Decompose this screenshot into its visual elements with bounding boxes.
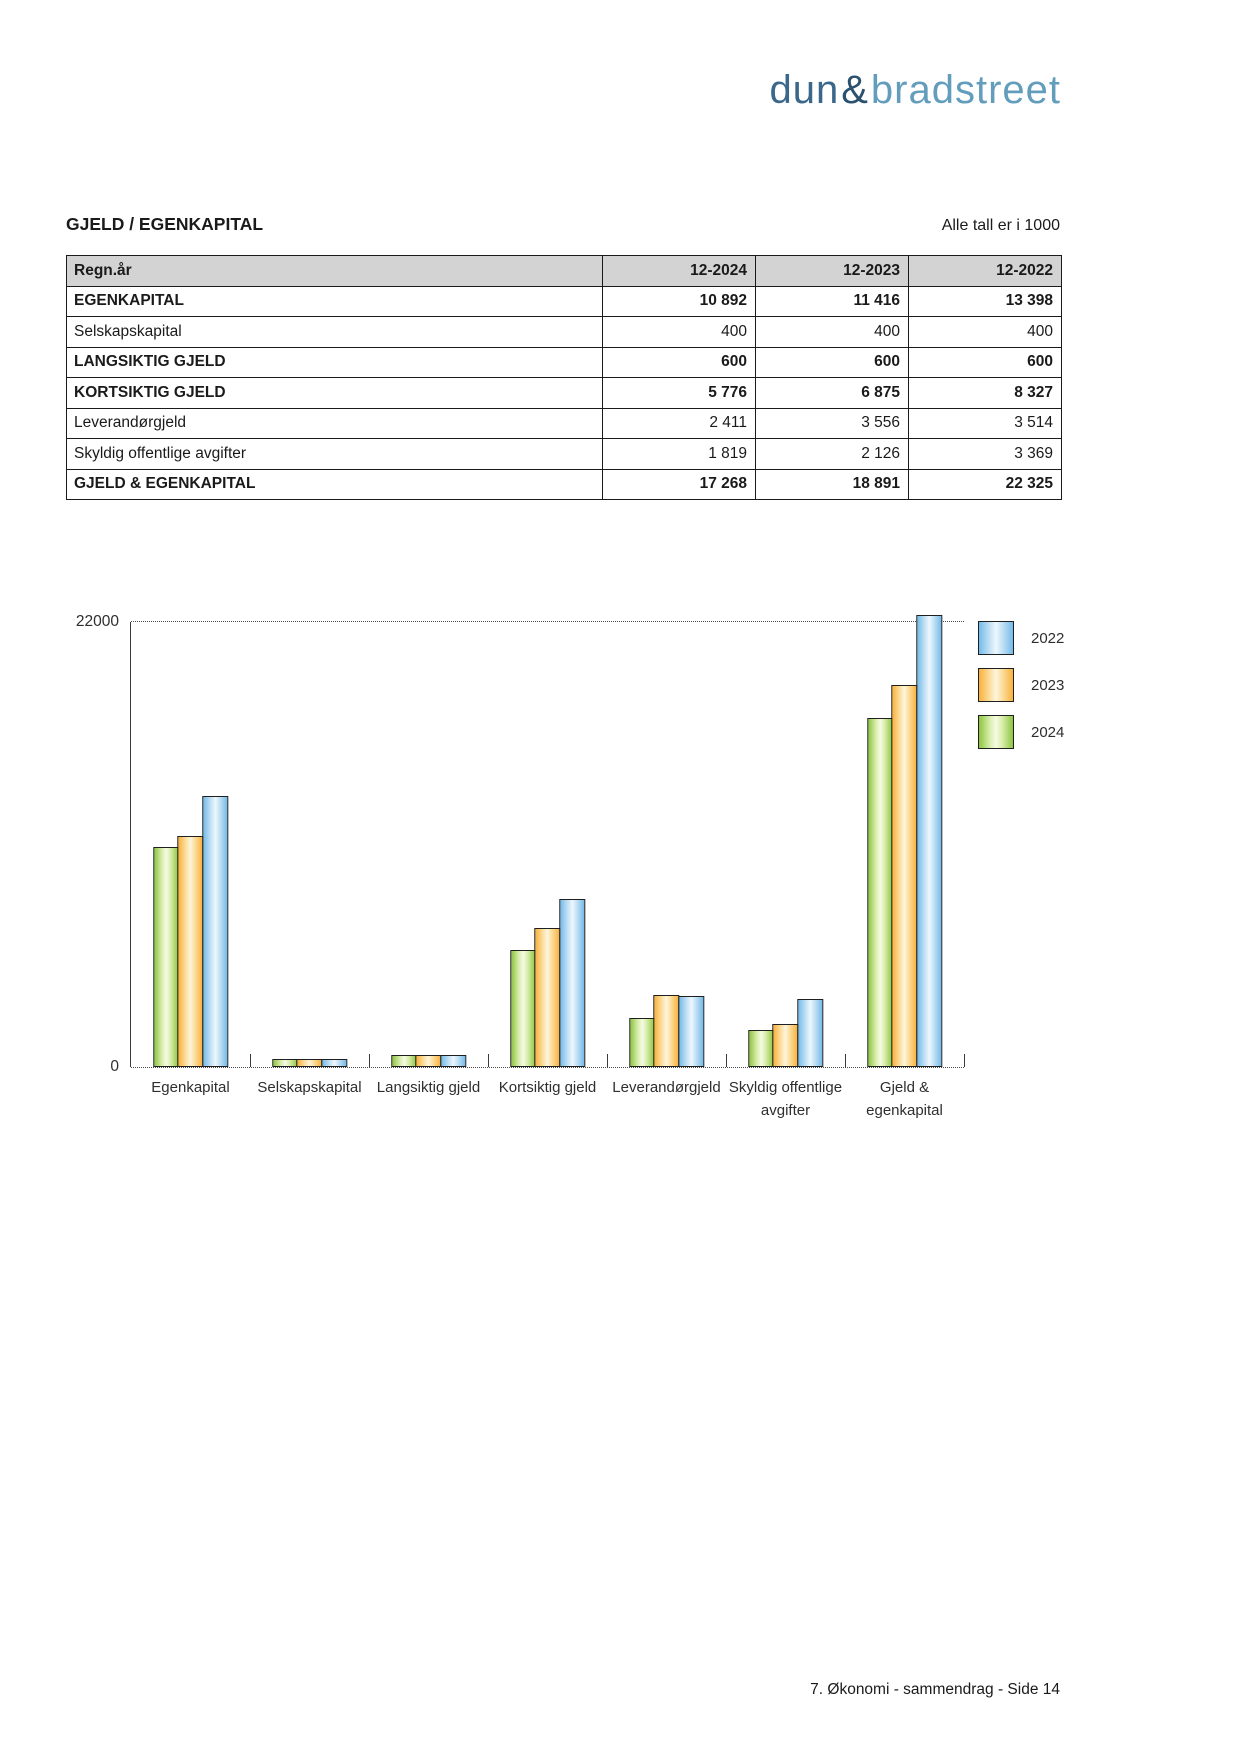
bar-group xyxy=(391,1055,466,1067)
table-body xyxy=(67,286,1062,500)
table-row xyxy=(67,469,1062,500)
y-axis-label-zero: 0 xyxy=(110,1058,119,1075)
row-label: Selskapskapital xyxy=(67,317,603,348)
table-header-regnar: Regn.år xyxy=(67,256,603,287)
row-label: LANGSIKTIG GJELD xyxy=(67,347,603,378)
cell-value: 6 875 xyxy=(756,378,909,409)
axis-tick xyxy=(845,1054,847,1067)
dun-bradstreet-logo xyxy=(769,68,1061,113)
page-footer: 7. Økonomi - sammendrag - Side 14 xyxy=(810,1681,1060,1698)
cell-value: 5 776 xyxy=(603,378,756,409)
x-axis-label-line: Leverandørgjeld xyxy=(612,1079,721,1096)
x-axis-label-line: Selskapskapital xyxy=(257,1079,362,1096)
bar-2024 xyxy=(391,1055,417,1067)
legend-swatch-2024 xyxy=(978,715,1014,749)
table-row xyxy=(67,378,1062,409)
legend-label: 2022 xyxy=(1031,629,1065,647)
bar-2023 xyxy=(892,685,918,1067)
cell-value: 600 xyxy=(909,347,1062,378)
cell-value: 22 325 xyxy=(909,469,1062,500)
x-axis-label-line: egenkapital xyxy=(866,1102,943,1120)
axis-tick xyxy=(726,1054,728,1067)
legend-item xyxy=(978,621,1064,655)
cell-value: 11 416 xyxy=(756,286,909,317)
bar-group xyxy=(153,796,228,1067)
cell-value: 8 327 xyxy=(909,378,1062,409)
row-label: EGENKAPITAL xyxy=(67,286,603,317)
logo-ampersand-icon: & xyxy=(841,68,869,112)
bar-group xyxy=(748,999,823,1067)
x-axis-label-line: Langsiktig gjeld xyxy=(376,1079,481,1096)
table-row xyxy=(67,408,1062,439)
row-label: Skyldig offentlige avgifter xyxy=(67,439,603,470)
table-row xyxy=(67,347,1062,378)
cell-value: 3 369 xyxy=(909,439,1062,470)
category-cell xyxy=(369,622,488,1096)
logo-dun: dun xyxy=(769,68,840,112)
bar-2023 xyxy=(654,995,680,1067)
x-axis-label xyxy=(866,1076,943,1123)
legend-item xyxy=(978,668,1064,702)
category-cell xyxy=(726,622,845,1120)
bar-2023 xyxy=(178,836,204,1067)
x-axis-label xyxy=(499,1076,597,1099)
table-head xyxy=(67,256,1062,287)
section-heading-row xyxy=(66,214,1060,235)
plot-area xyxy=(131,622,964,1120)
cell-value: 400 xyxy=(756,317,909,348)
bar-group xyxy=(867,615,942,1067)
x-axis-label xyxy=(377,1076,480,1099)
row-label: GJELD & EGENKAPITAL xyxy=(67,469,603,500)
x-axis-label xyxy=(151,1076,229,1099)
bar-2022 xyxy=(797,999,823,1067)
debt-equity-chart xyxy=(75,613,964,1120)
category-cell xyxy=(845,622,964,1120)
cell-value: 2 411 xyxy=(603,408,756,439)
cell-value: 17 268 xyxy=(603,469,756,500)
bar-2022 xyxy=(321,1059,347,1067)
cell-value: 10 892 xyxy=(603,286,756,317)
cell-value: 3 556 xyxy=(756,408,909,439)
bar-2024 xyxy=(748,1030,774,1067)
table-header-year-2: 12-2022 xyxy=(909,256,1062,287)
cell-value: 13 398 xyxy=(909,286,1062,317)
cell-value: 2 126 xyxy=(756,439,909,470)
legend-label: 2023 xyxy=(1031,676,1065,694)
bar-2024 xyxy=(272,1059,298,1067)
bar-2023 xyxy=(297,1059,323,1067)
row-label: KORTSIKTIG GJELD xyxy=(67,378,603,409)
bar-2022 xyxy=(202,796,228,1067)
table-header-year-1: 12-2023 xyxy=(756,256,909,287)
cell-value: 400 xyxy=(603,317,756,348)
bar-2024 xyxy=(867,718,893,1067)
category-cell xyxy=(250,622,369,1096)
bar-2023 xyxy=(416,1055,442,1067)
bar-2022 xyxy=(559,899,585,1067)
x-axis-label-line: avgifter xyxy=(760,1102,811,1120)
cell-value: 1 819 xyxy=(603,439,756,470)
section-title: GJELD / EGENKAPITAL xyxy=(66,214,264,234)
axis-tick xyxy=(607,1054,609,1067)
bar-2024 xyxy=(153,847,179,1067)
unit-note: Alle tall er i 1000 xyxy=(941,217,1060,234)
axis-tick xyxy=(488,1054,490,1067)
x-axis-label-line: Gjeld & xyxy=(879,1079,930,1096)
bar-2022 xyxy=(440,1055,466,1067)
y-axis-label-max: 22000 xyxy=(75,613,119,630)
bar-2024 xyxy=(510,950,536,1067)
cell-value: 600 xyxy=(603,347,756,378)
x-axis-label xyxy=(257,1076,361,1099)
category-cell xyxy=(131,622,250,1096)
table-row xyxy=(67,286,1062,317)
x-axis-label-line: Skyldig offentlige xyxy=(728,1079,843,1096)
legend-item xyxy=(978,715,1064,749)
x-axis-label xyxy=(729,1076,842,1123)
category-cell xyxy=(488,622,607,1096)
cell-value: 3 514 xyxy=(909,408,1062,439)
row-label: Leverandørgjeld xyxy=(67,408,603,439)
table-header-year-0: 12-2024 xyxy=(603,256,756,287)
bar-2024 xyxy=(629,1018,655,1067)
category-cell xyxy=(607,622,726,1096)
x-axis-label-line: Kortsiktig gjeld xyxy=(498,1079,597,1096)
financial-table xyxy=(66,255,1062,500)
bar-group xyxy=(510,899,585,1067)
cell-value: 600 xyxy=(756,347,909,378)
table-header-row xyxy=(67,256,1062,287)
axis-tick xyxy=(964,1054,966,1067)
bar-group xyxy=(629,995,704,1067)
legend-label: 2024 xyxy=(1031,723,1065,741)
bar-2022 xyxy=(678,996,704,1067)
x-axis-label xyxy=(612,1076,720,1099)
table-row xyxy=(67,439,1062,470)
cell-value: 400 xyxy=(909,317,1062,348)
bar-2023 xyxy=(535,928,561,1067)
legend-swatch-2022 xyxy=(978,621,1014,655)
legend-swatch-2023 xyxy=(978,668,1014,702)
axis-tick xyxy=(250,1054,252,1067)
logo-bradstreet: bradstreet xyxy=(870,68,1061,112)
cell-value: 18 891 xyxy=(756,469,909,500)
table-row xyxy=(67,317,1062,348)
x-axis-label-line: Egenkapital xyxy=(151,1079,230,1096)
chart-legend xyxy=(978,621,1064,762)
bar-2023 xyxy=(773,1024,799,1067)
axis-tick xyxy=(369,1054,371,1067)
bar-2022 xyxy=(916,615,942,1067)
bar-group xyxy=(272,1059,347,1067)
